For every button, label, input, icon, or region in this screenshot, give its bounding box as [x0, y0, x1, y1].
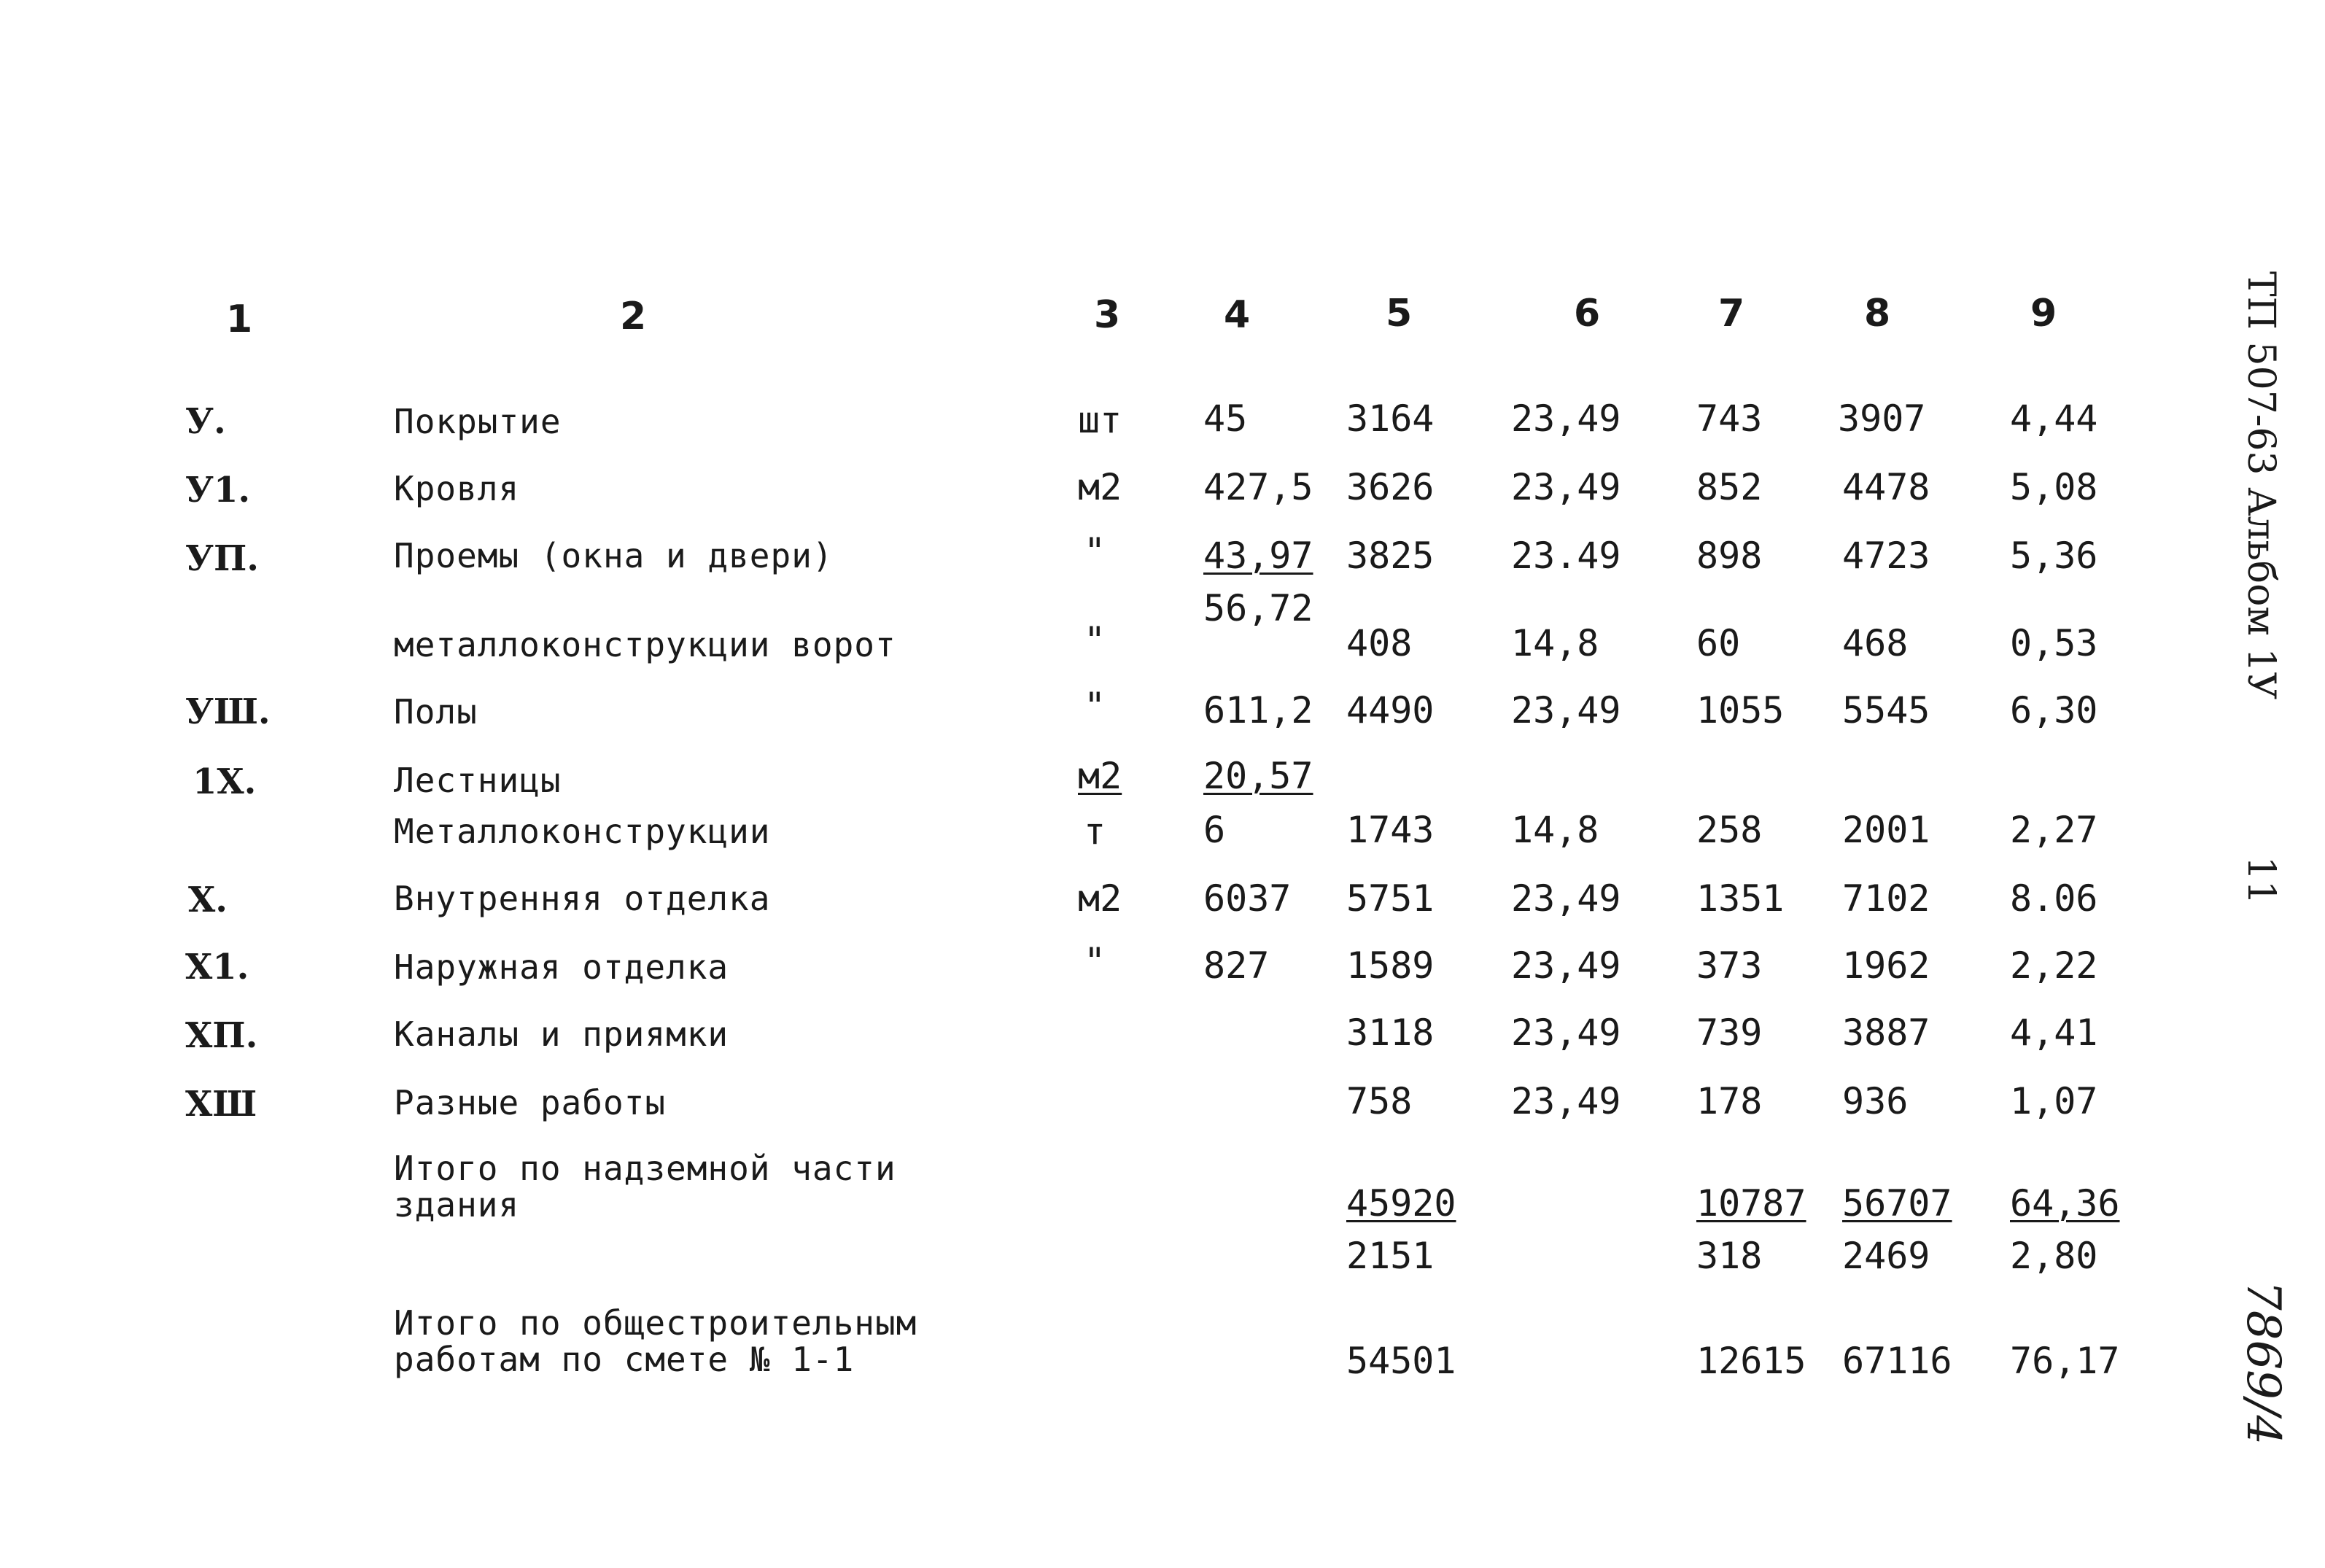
row-col5: 3825 — [1346, 535, 1435, 577]
row-col5: 408 — [1346, 622, 1413, 664]
row-col5: 4490 — [1346, 689, 1435, 731]
row-col6: 23,49 — [1511, 1012, 1621, 1054]
subtotal-col7-top: 10787 — [1696, 1182, 1806, 1224]
row-col8: 2001 — [1842, 809, 1930, 851]
row-col6: 23,49 — [1511, 689, 1621, 731]
row-col8: 1962 — [1842, 944, 1930, 987]
col-header-8: 8 — [1864, 292, 1891, 335]
row-col5: 3164 — [1346, 397, 1435, 440]
row-col6: 14,8 — [1511, 622, 1599, 664]
row-name: Разные работы — [394, 1083, 667, 1122]
row-col7: 898 — [1696, 535, 1763, 577]
row-number: 1Х. — [193, 761, 257, 802]
row-col8: 3887 — [1842, 1012, 1930, 1054]
row-qty: 56,72 — [1203, 587, 1313, 629]
page-number: 11 — [2239, 856, 2283, 905]
row-col9: 4,44 — [2010, 397, 2098, 440]
total-col9: 76,17 — [2010, 1340, 2120, 1382]
row-col9: 8.06 — [2010, 877, 2098, 920]
row-col7: 373 — [1696, 944, 1763, 987]
row-col9: 2,22 — [2010, 944, 2098, 987]
row-col7: 852 — [1696, 466, 1763, 508]
row-qty: 20,57 — [1203, 755, 1313, 797]
row-col9: 4,41 — [2010, 1012, 2098, 1054]
row-unit: м2 — [1078, 877, 1122, 920]
row-col5: 1589 — [1346, 944, 1435, 987]
row-col6: 23,49 — [1511, 466, 1621, 508]
total-col7: 12615 — [1696, 1340, 1806, 1382]
row-col6: 23,49 — [1511, 397, 1621, 440]
col-header-7: 7 — [1718, 292, 1745, 335]
row-name: Наружная отделка — [394, 947, 729, 987]
row-name: Внутренняя отделка — [394, 879, 771, 918]
row-name: Полы — [394, 692, 478, 731]
row-unit: " — [1084, 530, 1106, 573]
row-unit: " — [1084, 685, 1106, 727]
subtotal-col8-bottom: 2469 — [1842, 1235, 1930, 1277]
col-header-5: 5 — [1386, 292, 1413, 335]
row-name: Каналы и приямки — [394, 1014, 729, 1054]
row-unit: " — [1084, 940, 1106, 982]
row-number: У. — [185, 401, 226, 442]
row-col8: 468 — [1842, 622, 1909, 664]
row-unit: м2 — [1078, 466, 1122, 508]
row-name: Проемы (окна и двери) — [394, 536, 834, 575]
subtotal-label-line2: здания — [394, 1185, 520, 1224]
row-qty: 427,5 — [1203, 466, 1313, 508]
row-unit: шт — [1078, 399, 1122, 441]
document-code: 7869/4 — [2236, 1281, 2290, 1445]
row-col7: 258 — [1696, 809, 1763, 851]
subtotal-col7-bottom: 318 — [1696, 1235, 1763, 1277]
row-col6: 14,8 — [1511, 809, 1599, 851]
row-col9: 0,53 — [2010, 622, 2098, 664]
row-name: Кровля — [394, 469, 520, 508]
row-col7: 60 — [1696, 622, 1741, 664]
row-qty: 45 — [1203, 397, 1248, 440]
row-col5: 1743 — [1346, 809, 1435, 851]
subtotal-col8-top: 56707 — [1842, 1182, 1952, 1224]
row-number: Х. — [188, 880, 228, 920]
total-label-line1: Итого по общестроительным — [394, 1303, 917, 1343]
row-qty: 6 — [1203, 809, 1226, 851]
row-col9: 5,08 — [2010, 466, 2098, 508]
row-qty: 6037 — [1203, 877, 1292, 920]
row-col5: 758 — [1346, 1080, 1413, 1122]
col-header-1: 1 — [226, 298, 253, 341]
row-col6: 23,49 — [1511, 1080, 1621, 1122]
row-number: ХШ — [185, 1084, 257, 1125]
row-number: УШ. — [185, 691, 271, 732]
row-unit: м2 — [1078, 755, 1122, 797]
total-label-line2: работам по смете № 1-1 — [394, 1340, 855, 1379]
row-col8: 7102 — [1842, 877, 1930, 920]
row-col8: 4478 — [1842, 466, 1930, 508]
row-qty: 827 — [1203, 944, 1270, 987]
row-col5: 5751 — [1346, 877, 1435, 920]
row-qty: 611,2 — [1203, 689, 1313, 731]
row-col8: 4723 — [1842, 535, 1930, 577]
row-name: Лестницы — [394, 761, 562, 800]
row-col6: 23,49 — [1511, 877, 1621, 920]
row-col5: 3626 — [1346, 466, 1435, 508]
col-header-4: 4 — [1224, 293, 1251, 337]
col-header-3: 3 — [1094, 293, 1121, 337]
row-col5: 3118 — [1346, 1012, 1435, 1054]
total-col5: 54501 — [1346, 1340, 1456, 1382]
row-name: Металлоконструкции — [394, 812, 771, 851]
row-col8: 5545 — [1842, 689, 1930, 731]
row-col8: 936 — [1842, 1080, 1909, 1122]
album-reference: ТП 507-63 Альбом 1У — [2239, 271, 2283, 700]
row-col6: 23.49 — [1511, 535, 1621, 577]
row-col7: 178 — [1696, 1080, 1763, 1122]
row-col7: 743 — [1696, 397, 1763, 440]
row-name: металлоконструкции ворот — [394, 625, 896, 664]
row-col7: 1055 — [1696, 689, 1785, 731]
subtotal-col5-top: 45920 — [1346, 1182, 1456, 1224]
col-header-2: 2 — [620, 295, 647, 338]
subtotal-col9-bottom: 2,80 — [2010, 1235, 2098, 1277]
row-col6: 23,49 — [1511, 944, 1621, 987]
row-col9: 6,30 — [2010, 689, 2098, 731]
row-col9: 5,36 — [2010, 535, 2098, 577]
row-name: Покрытие — [394, 402, 562, 441]
row-number: У1. — [185, 470, 251, 511]
total-col8: 67116 — [1842, 1340, 1952, 1382]
subtotal-col9-top: 64,36 — [2010, 1182, 2120, 1224]
col-header-9: 9 — [2030, 292, 2057, 335]
row-qty: 43,97 — [1203, 535, 1313, 577]
subtotal-label-line1: Итого по надземной части — [394, 1149, 896, 1188]
row-number: Х1. — [185, 947, 249, 987]
subtotal-col5-bottom: 2151 — [1346, 1235, 1435, 1277]
row-number: ХП. — [185, 1015, 258, 1056]
row-unit: т — [1084, 810, 1106, 853]
row-number: УП. — [185, 538, 259, 579]
row-col7: 739 — [1696, 1012, 1763, 1054]
col-header-6: 6 — [1574, 292, 1601, 335]
row-col8: 3907 — [1838, 397, 1926, 440]
row-unit: " — [1084, 619, 1106, 661]
row-col9: 1,07 — [2010, 1080, 2098, 1122]
row-col9: 2,27 — [2010, 809, 2098, 851]
row-col7: 1351 — [1696, 877, 1785, 920]
